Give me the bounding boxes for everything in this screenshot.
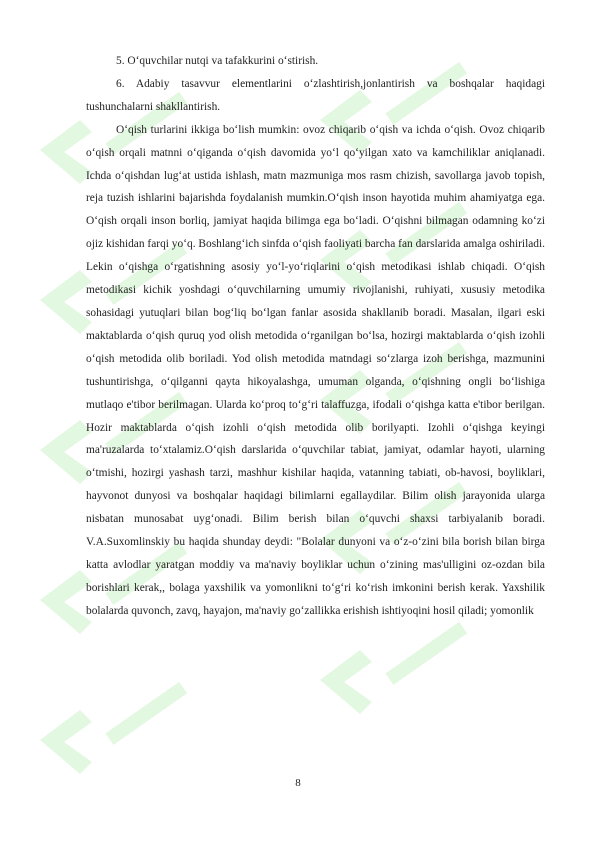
page-number: 8 (295, 777, 301, 789)
watermark-chevron (40, 710, 92, 774)
watermark-bar (385, 622, 467, 685)
paragraph-item-6: 6. Adabiy tasavvur elementlarini o‘zlashtirish,jonlantirish va boshqalar haqidagi tushunchalarni shakllantirish. (86, 77, 545, 113)
paragraph-item-5: 5. O‘quvchilar nutqi va tafakkurini o‘stirish. (116, 55, 319, 67)
watermark-chevron (40, 270, 92, 334)
watermark-chevron (40, 420, 92, 484)
watermark-chevron (320, 650, 372, 714)
watermark-bar (105, 682, 187, 745)
paragraph-reading-types: O‘qish turlarini ikkiga bo‘lish mumkin: ovoz chiqarib o‘qish va ichda o‘qish. Ovoz chiqarib o‘qish orqali matnni o‘qiganda o‘qish davomida yo‘l qo‘yilgan xato va kamchiliklar aniqlanadi. Ichda o‘qishdan lug‘at ustida ishlash, matn mazmuniga mos rasm chizish, savollarga javob topish, reja tuzish ishlarini bajarishda foydalanish mumkin.O‘qish inson hayotida muhim ahamiyatga ega. O‘qish orqali inson borliq, jamiyat haqida bilimga ega bo‘ladi. O‘qishni bilmagan odamning ko‘zi ojiz kishidan farqi yo‘q. Boshlang‘ich sinfda o‘qish faoliyati barcha fan darslarida amalga oshiriladi. Lekin o‘qishga o‘rgatishning asosiy yo‘l-yo‘riqlarini o‘qish metodikasi ishlab chiqadi. O‘qish metodikasi kichik yoshdagi o‘quvchilarning umumiy rivojlanishi, ruhiyati, xususiy metodika sohasidagi yutuqlari bilan bog‘liq bo‘lgan fanlar asosida shakllanib boradi. Masalan, ilgari eski maktablarda o‘qish quruq yod olish metodida o‘rganilgan bo‘lsa, hozirgi maktablarda o‘qish izohli o‘qish metodida olib boriladi. Yod olish metodida matndagi so‘zlarga izoh berishga, mazmunini tushuntirishga, o‘qilganni qayta hikoyalashga, umuman olganda, o‘qishning ongli bo‘lishiga mutlaqo e'tibor berilmagan. Ularda ko‘proq to‘g‘ri talaffuzga, ifodali o‘qishga katta e'tibor berilgan. Hozir maktablarda o‘qish izohli o‘qish metodida olib borilyapti. Izohli o‘qishga keyingi ma'ruzalarda to‘xtalamiz.O‘qish darslarida o‘quvchilar tabiat, jamiyat, odamlar hayoti, ularning o‘tmishi, hozirgi yashash tarzi, mashhur kishilar haqida, vatanning tabiati, ob-havosi, boyliklari, hayvonot dunyosi va boshqalar haqidagi bilimlarni egallaydilar. Bilim olish jarayonida ularga nisbatan munosabat uyg‘onadi. Bilim berish bilan o‘quvchi shaxsi tarbiyalanib boradi. V.A.Suxomlinskiy bu haqida shunday deydi: "Bolalar dunyoni va o‘z-o‘zini bila borish bilan birga katta avlodlar yaratgan moddiy va ma'naviy boyliklar uchun o‘zining mas'ulligini oz-ozdan bila borishlari kerak,, bolaga yaxshilik va yomonlikni to‘g‘ri ko‘rish imkonini berish kerak. Yaxshilik bolalarda quvonch, zavq, hayajon, ma'naviy go‘zallikka erishish ishtiyoqini hosil qiladi; yomonlik (86, 123, 545, 617)
watermark-chevron (40, 120, 92, 184)
watermark-chevron (40, 570, 92, 634)
body-text (86, 50, 545, 623)
